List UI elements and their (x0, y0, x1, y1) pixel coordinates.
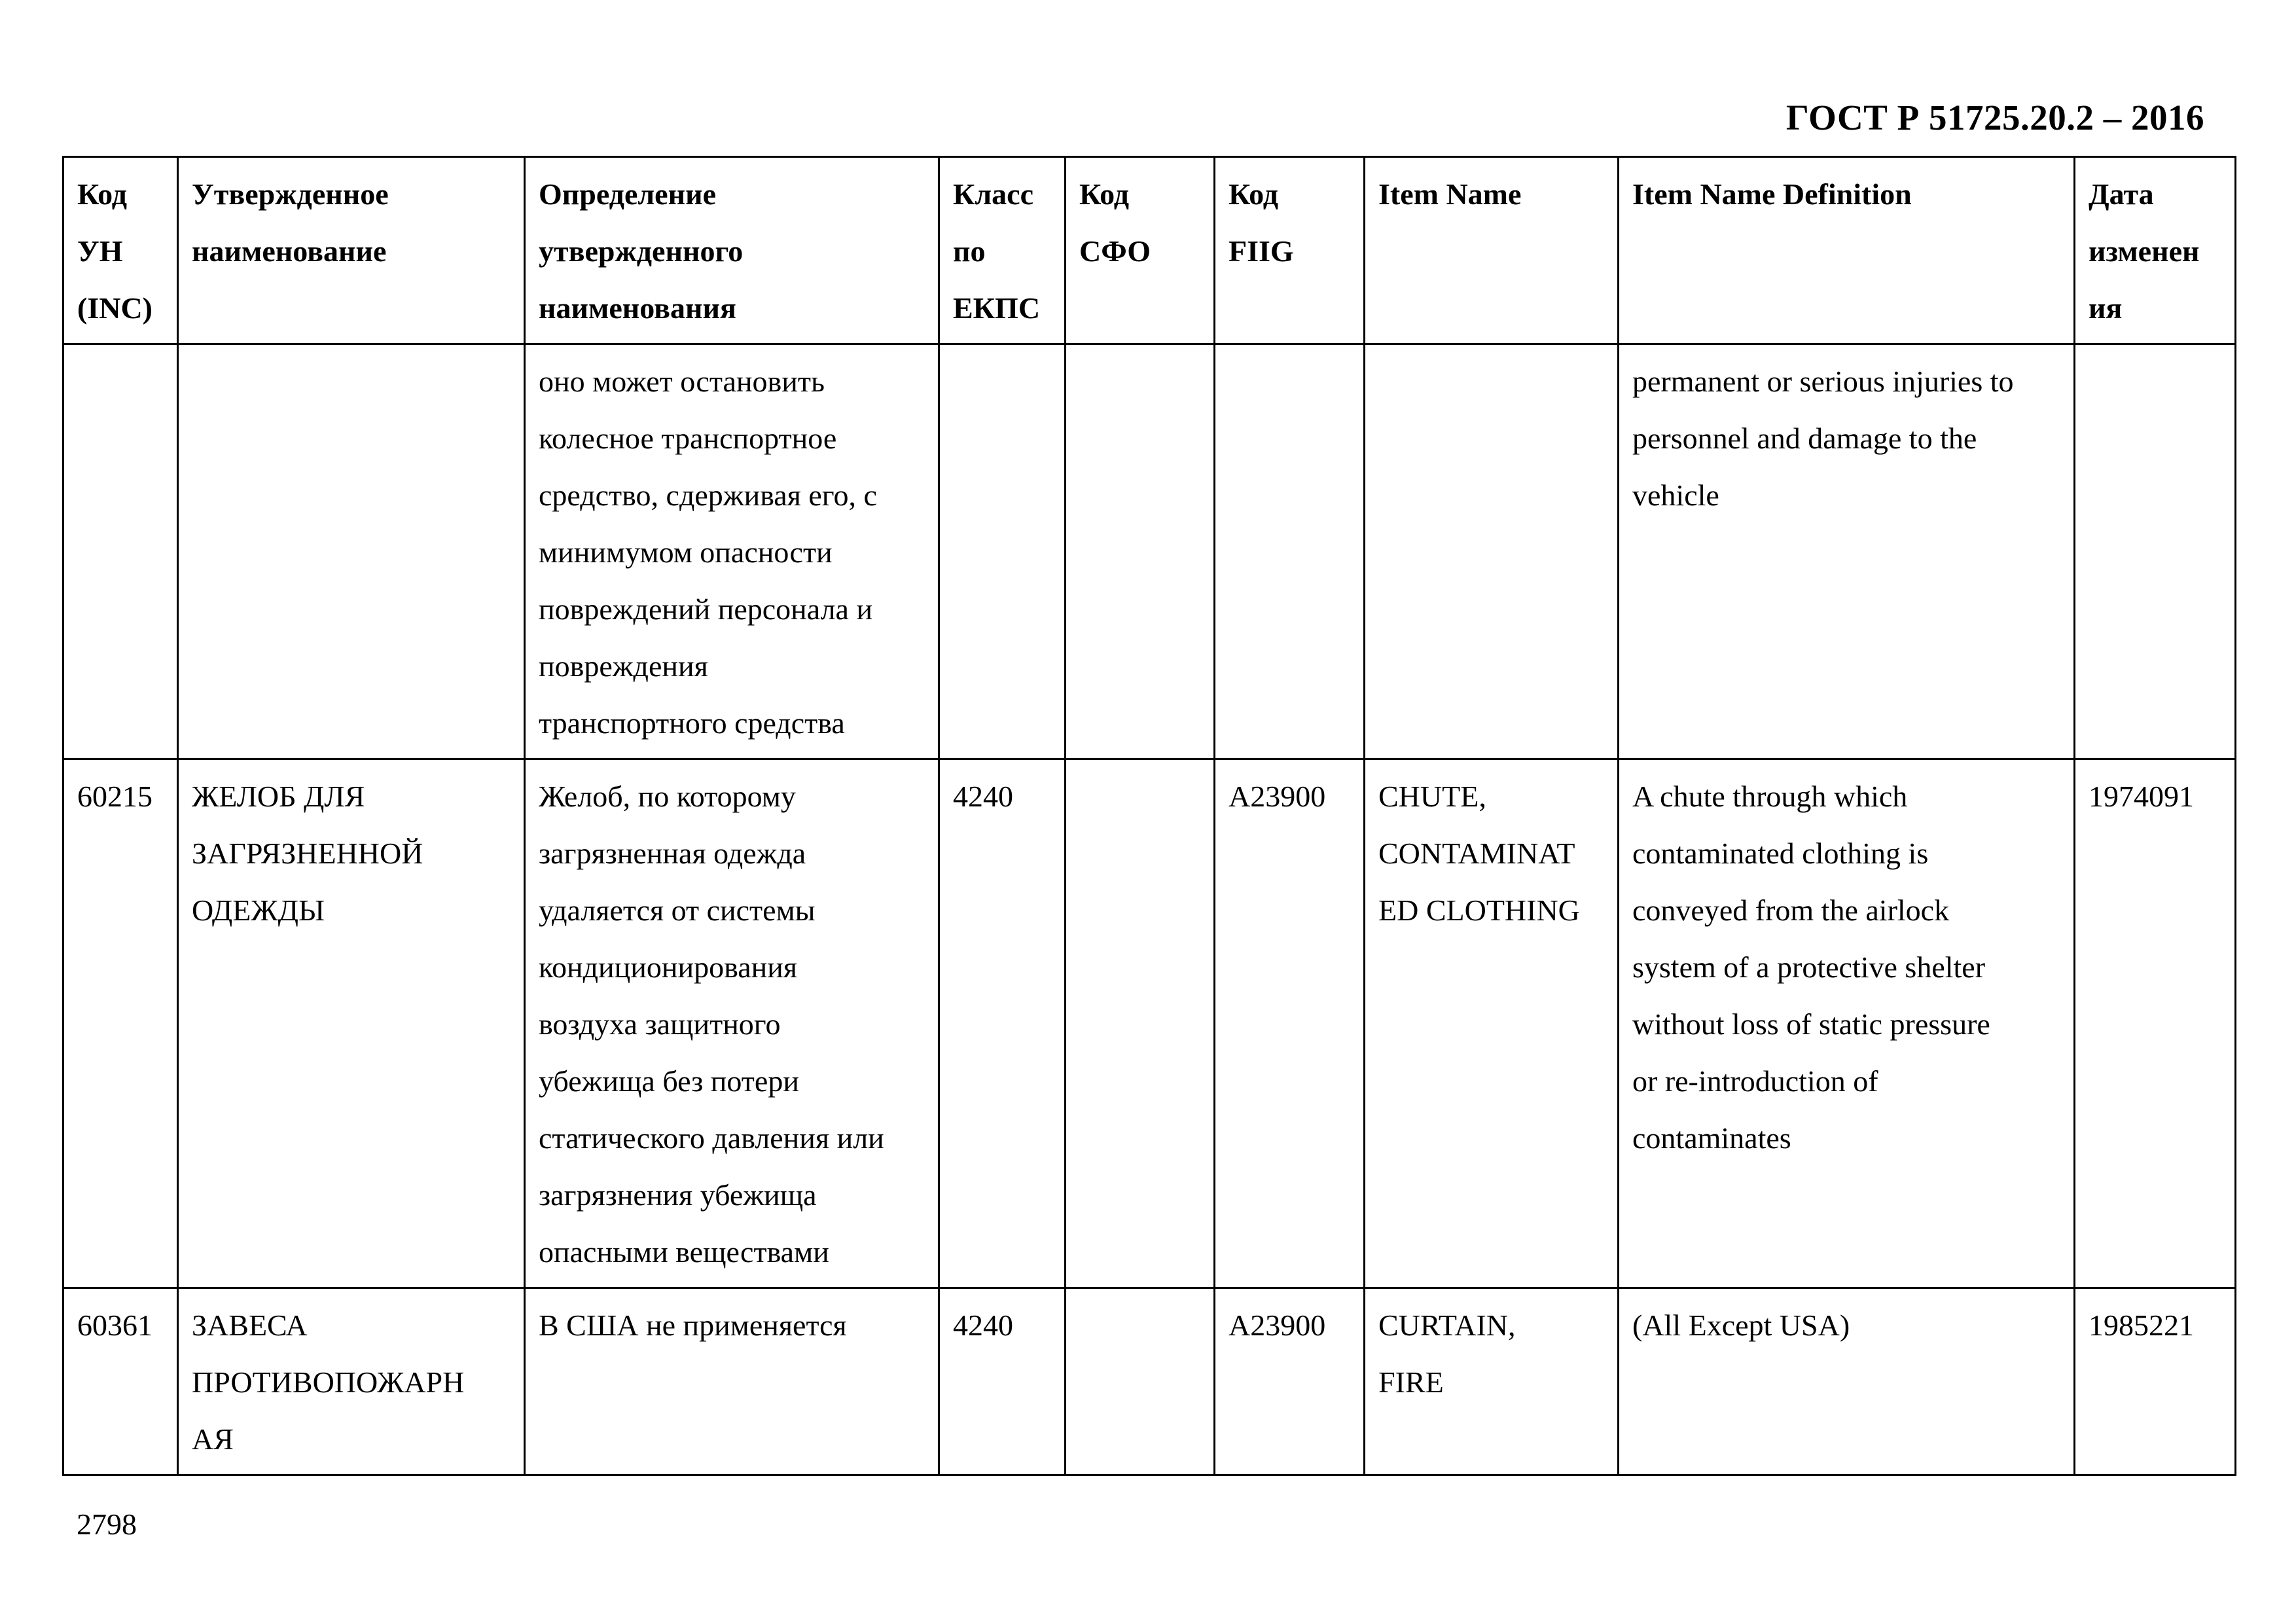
catalog-table (62, 156, 2236, 1476)
cell-fiig: A23900 (1215, 759, 1365, 1288)
cell-item-name: CHUTE, CONTAMINAT ED CLOTHING (1365, 759, 1619, 1288)
header-inc: Код УН (INC) (63, 157, 178, 344)
cell-sfo (1066, 759, 1215, 1288)
cell-item-name-definition: permanent or serious injuries to personnel and damage to the vehicle (1619, 344, 2075, 759)
cell-item-name-definition: A chute through which contaminated clothing is conveyed from the airlock system of a protective shelter without loss of static pressure or re-introduction of contaminates (1619, 759, 2075, 1288)
cell-class: 4240 (939, 1288, 1066, 1475)
cell-sfo (1066, 344, 1215, 759)
cell-fiig (1215, 344, 1365, 759)
cell-fiig: A23900 (1215, 1288, 1365, 1475)
table-row (63, 759, 2236, 1288)
page-number: 2798 (77, 1507, 137, 1541)
cell-change-date: 1985221 (2075, 1288, 2236, 1475)
cell-item-name: CURTAIN, FIRE (1365, 1288, 1619, 1475)
cell-inc (63, 344, 178, 759)
header-fiig: Код FIIG (1215, 157, 1365, 344)
cell-approved-name: ЖЕЛОБ ДЛЯ ЗАГРЯЗНЕННОЙ ОДЕЖДЫ (178, 759, 525, 1288)
header-class: Класс по ЕКПС (939, 157, 1066, 344)
header-change-date: Дата изменен ия (2075, 157, 2236, 344)
cell-inc: 60361 (63, 1288, 178, 1475)
cell-approved-name (178, 344, 525, 759)
cell-name-definition: В США не применяется (525, 1288, 939, 1475)
cell-item-name (1365, 344, 1619, 759)
cell-class (939, 344, 1066, 759)
header-item-name: Item Name (1365, 157, 1619, 344)
header-item-name-definition: Item Name Definition (1619, 157, 2075, 344)
cell-inc: 60215 (63, 759, 178, 1288)
cell-change-date: 1974091 (2075, 759, 2236, 1288)
table-header-row (63, 157, 2236, 344)
table-row (63, 344, 2236, 759)
cell-name-definition: Желоб, по которому загрязненная одежда удаляется от системы кондиционирования воздуха защитного убежища без потери статического давления или загрязнения убежища опасными веществами (525, 759, 939, 1288)
cell-class: 4240 (939, 759, 1066, 1288)
cell-item-name-definition: (All Except USA) (1619, 1288, 2075, 1475)
document-standard-header: ГОСТ Р 51725.20.2 – 2016 (1785, 98, 2204, 137)
table-row (63, 1288, 2236, 1475)
header-sfo: Код СФО (1066, 157, 1215, 344)
cell-change-date (2075, 344, 2236, 759)
header-name-definition: Определение утвержденного наименования (525, 157, 939, 344)
cell-name-definition: оно может остановить колесное транспортное средство, сдерживая его, с минимумом опасности повреждений персонала и повреждения транспортного средства (525, 344, 939, 759)
header-approved-name: Утвержденное наименование (178, 157, 525, 344)
cell-sfo (1066, 1288, 1215, 1475)
cell-approved-name: ЗАВЕСА ПРОТИВОПОЖАРН АЯ (178, 1288, 525, 1475)
